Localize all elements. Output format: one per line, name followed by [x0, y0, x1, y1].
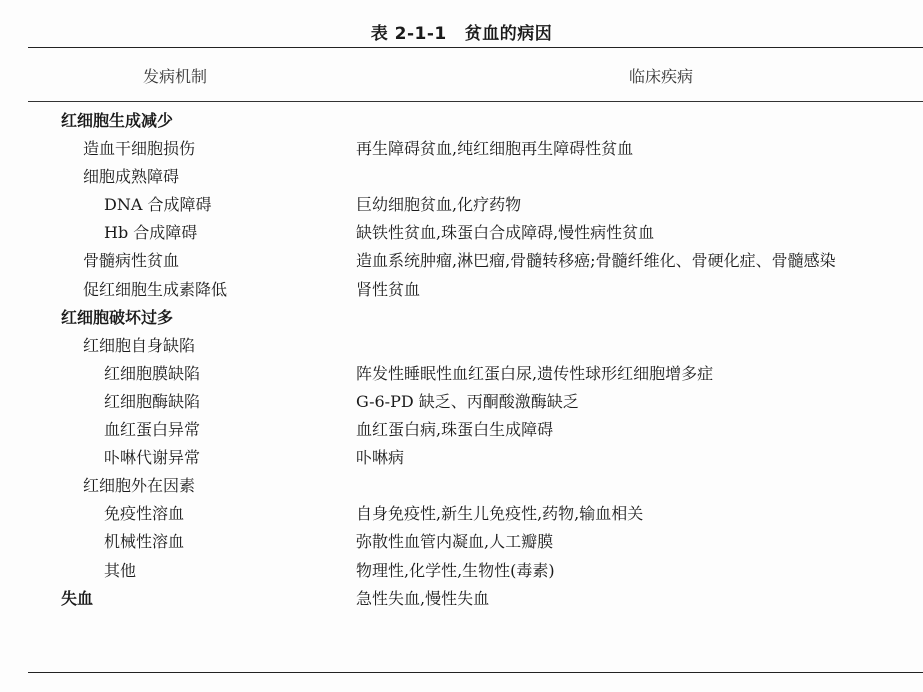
- disease-cell: 造血系统肿瘤,淋巴瘤,骨髓转移癌;骨髓纤维化、骨硬化症、骨髓感染: [356, 251, 836, 271]
- mechanism-cell: 造血干细胞损伤: [83, 139, 196, 159]
- disease-cell: 阵发性睡眠性血红蛋白尿,遗传性球形红细胞增多症: [356, 363, 714, 383]
- disease-cell: 物理性,化学性,生物性(毒素): [356, 560, 555, 580]
- disease-cell: 卟啉病: [356, 448, 405, 468]
- table-row: [0, 276, 923, 304]
- table-row: [0, 500, 923, 528]
- mechanism-cell: Hb 合成障碍: [104, 223, 198, 243]
- mechanism-cell: 红细胞膜缺陷: [104, 363, 201, 383]
- mechanism-cell: 血红蛋白异常: [104, 420, 201, 440]
- table-row: [0, 557, 923, 585]
- table-row: [0, 444, 923, 472]
- mechanism-cell: 其他: [104, 560, 137, 580]
- mechanism-cell: 红细胞生成减少: [61, 111, 174, 130]
- table-row: [0, 388, 923, 416]
- table-row: [0, 135, 923, 163]
- table-title: 贫血的病因: [464, 24, 553, 44]
- table-row: [0, 528, 923, 556]
- disease-cell: 再生障碍贫血,纯红细胞再生障碍性贫血: [356, 139, 634, 159]
- mechanism-cell: 红细胞酶缺陷: [104, 391, 201, 411]
- table-row: [0, 585, 923, 613]
- disease-cell: 自身免疫性,新生儿免疫性,药物,输血相关: [356, 504, 644, 524]
- disease-cell: 肾性贫血: [356, 279, 421, 299]
- table-number: 表 2-1-1: [370, 24, 447, 44]
- table-row: [0, 332, 923, 360]
- mechanism-cell: DNA 合成障碍: [104, 195, 212, 215]
- mechanism-cell: 机械性溶血: [104, 532, 185, 552]
- table-body: [0, 107, 923, 613]
- table-row: [0, 219, 923, 247]
- disease-cell: 巨幼细胞贫血,化疗药物: [356, 195, 522, 215]
- table-row: [0, 416, 923, 444]
- mechanism-cell: 卟啉代谢异常: [104, 448, 201, 468]
- disease-cell: 急性失血,慢性失血: [356, 588, 490, 608]
- disease-cell: G-6-PD 缺乏、丙酮酸激酶缺乏: [356, 391, 579, 411]
- mechanism-cell: 促红细胞生成素降低: [83, 279, 228, 299]
- mechanism-cell: 失血: [61, 588, 94, 608]
- table-row: [0, 107, 923, 135]
- table-row: [0, 191, 923, 219]
- header-rule: [28, 101, 923, 102]
- mechanism-cell: 细胞成熟障碍: [83, 167, 180, 187]
- bottom-rule: [28, 672, 923, 673]
- column-header-mechanism: 发病机制: [143, 67, 208, 86]
- table-row: [0, 163, 923, 191]
- top-rule: [28, 47, 923, 48]
- table-caption: [0, 19, 923, 44]
- table-row: [0, 304, 923, 332]
- table-row: [0, 472, 923, 500]
- disease-cell: 血红蛋白病,珠蛋白生成障碍: [356, 420, 554, 440]
- mechanism-cell: 红细胞破坏过多: [61, 307, 174, 327]
- table-row: [0, 247, 923, 275]
- mechanism-cell: 红细胞外在因素: [83, 476, 196, 496]
- mechanism-cell: 红细胞自身缺陷: [83, 335, 196, 355]
- disease-cell: 缺铁性贫血,珠蛋白合成障碍,慢性病性贫血: [356, 223, 655, 243]
- column-header-disease: 临床疾病: [629, 67, 694, 86]
- table-row: [0, 360, 923, 388]
- mechanism-cell: 免疫性溶血: [104, 504, 185, 524]
- mechanism-cell: 骨髓病性贫血: [83, 251, 180, 271]
- disease-cell: 弥散性血管内凝血,人工瓣膜: [356, 532, 554, 552]
